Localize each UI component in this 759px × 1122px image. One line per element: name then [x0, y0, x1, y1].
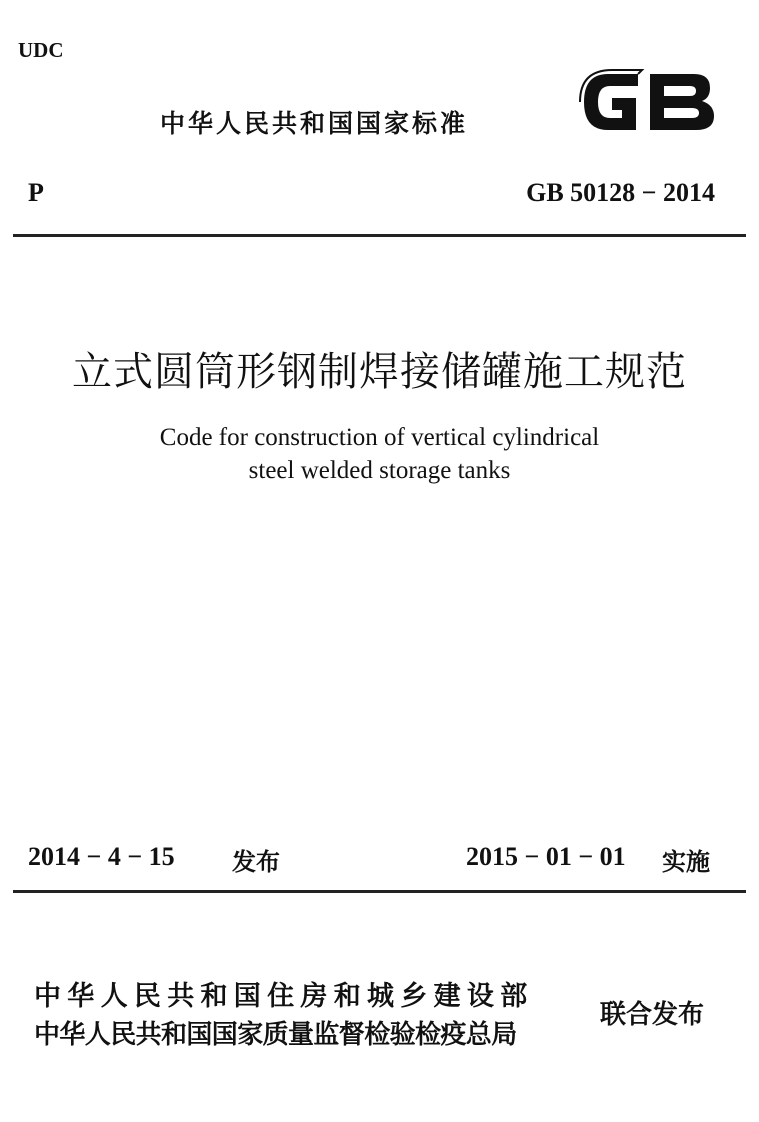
standard-type-heading: 中华人民共和国国家标准	[160, 109, 469, 138]
issuer-aqsiq: 中华人民共和国国家质量监督检验检疫总局	[34, 1020, 517, 1050]
joint-issue-label: 联合发布	[600, 1000, 705, 1030]
implementation-date: 2015 − 01 − 01	[466, 842, 626, 871]
category-code: P	[28, 178, 44, 207]
implementation-label: 实施	[662, 848, 710, 876]
udc-label: UDC	[18, 38, 64, 62]
title-english-line1: Code for construction of vertical cylindrical	[159, 424, 600, 451]
title-chinese: 立式圆筒形钢制焊接储罐施工规范	[72, 349, 687, 394]
issue-date: 2014 − 4 − 15	[28, 842, 175, 871]
top-divider	[13, 234, 746, 237]
gb-logo	[578, 66, 718, 138]
bottom-divider	[13, 890, 746, 893]
issuer-ministry: 中华人民共和国住房和城乡建设部	[34, 981, 534, 1012]
title-english-line2: steel welded storage tanks	[248, 457, 511, 484]
issue-label: 发布	[232, 848, 280, 876]
standard-number: GB 50128 − 2014	[526, 178, 715, 207]
